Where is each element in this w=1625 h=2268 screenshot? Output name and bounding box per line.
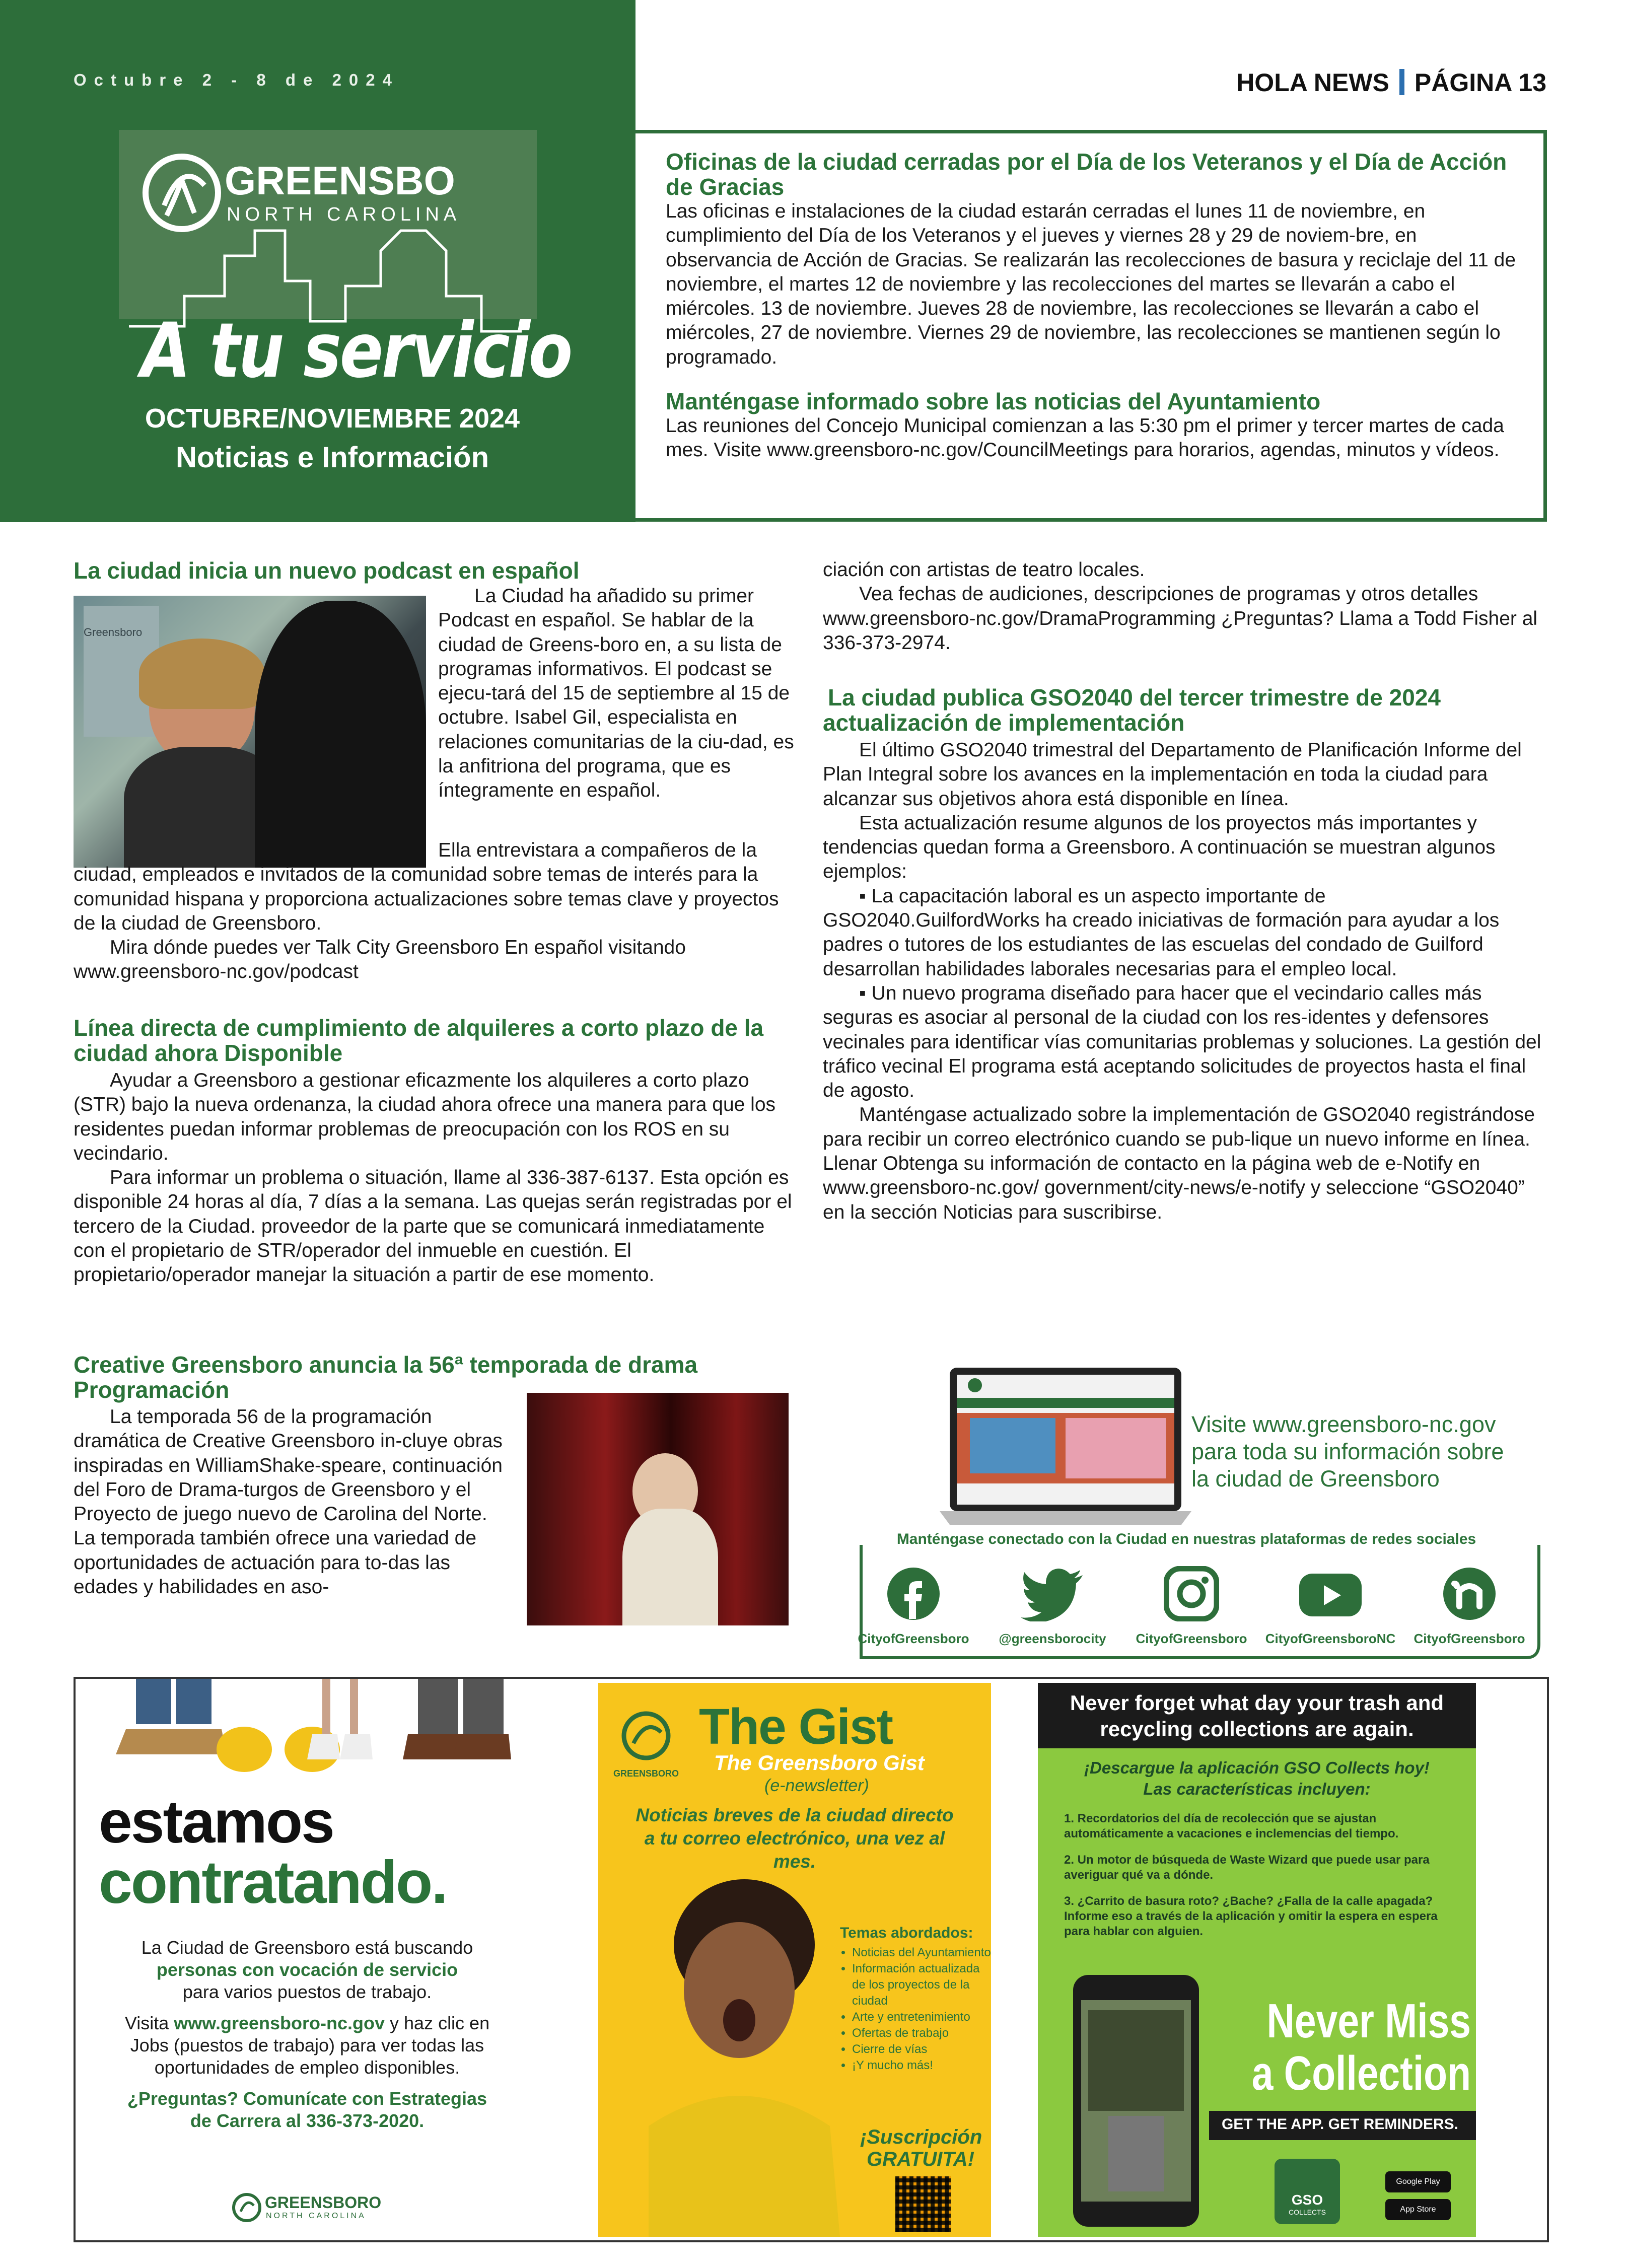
hiring-ad bbox=[76, 1679, 536, 2240]
collects-sub2: Las características incluyen: bbox=[1143, 1780, 1371, 1798]
phone-illustration bbox=[1053, 1965, 1224, 2237]
podcast-photo bbox=[74, 596, 426, 868]
svg-text:NORTH CAROLINA: NORTH CAROLINA bbox=[227, 204, 461, 225]
hiring-text: La Ciudad de Greensboro está buscando personas con vocación de servicio para varios puestos de trabajo. Visita www.greensboro-nc.gov y haz clic en Jobs (puestos de trabajo) para ver todas las oportunidades de empleo disponibles. ¿Preguntas? Comunícate con Estrategias de Carrera al 336-373-2020. bbox=[116, 1937, 499, 2132]
gist-topic-item: • Ofertas de trabajo bbox=[852, 2025, 991, 2041]
page-header bbox=[1236, 68, 1546, 97]
gist-topic-item: • Cierre de vías bbox=[852, 2041, 991, 2058]
svg-text:GREENSBO: GREENSBO bbox=[225, 158, 455, 203]
gist-topic-item: • ¡Y mucho más! bbox=[852, 2058, 991, 2074]
social-facebook[interactable]: CityofGreensboro bbox=[845, 1566, 981, 1647]
facebook-icon bbox=[886, 1566, 941, 1621]
guest-silhouette bbox=[255, 601, 426, 868]
podcast-title: La ciudad inicia un nuevo podcast en español bbox=[74, 557, 580, 584]
podcast-article bbox=[74, 558, 799, 583]
podcast-wrap-text: La Ciudad ha añadido su primer Podcast en español. Se hablar de la ciudad de Greens-boro en, a su lista de programas informativos. El podcast se ejecu-tará del 15 de septiembre al 15 de octubre. Isabel Gil, especialista en relaciones comunitarias de la ciu-dad, es la anfitriona del programa, que es íntegramente en español. bbox=[438, 585, 794, 802]
social-icons-row bbox=[844, 1566, 1539, 1647]
gist-title: The Gist bbox=[699, 1698, 893, 1755]
council-news-title: Manténgase informado sobre las noticias del Ayuntamiento bbox=[666, 388, 1321, 415]
app-store-badge[interactable]: App Store bbox=[1385, 2199, 1451, 2220]
social-caption: Manténgase conectado con la Ciudad en nuestras plataformas de redes sociales bbox=[896, 1531, 1476, 1547]
social-youtube[interactable]: CityofGreensboroNC bbox=[1262, 1566, 1398, 1647]
gist-logo-label: GREENSBORO bbox=[613, 1768, 679, 1779]
announcements-content bbox=[666, 149, 1522, 463]
gist-enews: (e-newsletter) bbox=[764, 1776, 869, 1795]
drama-title: Creative Greensboro anuncia la 56ª temporada de drama Programación bbox=[74, 1352, 698, 1403]
gist-topics: Temas abordados: • Noticias del Ayuntamiento • Información actualizada de los proyectos de la ciudad • Arte y entretenimiento • Ofertas de trabajo • Cierre de vías • ¡Y mucho más! bbox=[840, 1925, 991, 2074]
hiring-logo: GREENSBORO NORTH CAROLINA bbox=[232, 2192, 413, 2228]
issue-date: Octubre 2 - 8 de 2024 bbox=[74, 70, 399, 89]
gso2040-title: La ciudad publica GSO2040 del tercer trimestre de 2024 actualización de implementación bbox=[823, 684, 1441, 736]
collects-header: Never forget what day your trash and recycling collections are again. bbox=[1070, 1691, 1444, 1741]
header-divider bbox=[1399, 69, 1404, 95]
gso-collects-app-icon[interactable]: GSO COLLECTS bbox=[1275, 2159, 1340, 2224]
collects-features: 1. Recordatorios del día de recolección que se ajustan automáticamente a vacaciones e inclemencias del tiempo. 2. Un motor de búsqueda de Waste Wizard que puede usar para averiguar qué va a dónde. 3. ¿Carrito de basura roto? ¿Bache? ¿Falla de la calle apagada? Informe eso a través de la aplicación y omitir la espera en espera para hablar con alguien. bbox=[1064, 1812, 1438, 1938]
hiring-headline-1: estamos bbox=[99, 1788, 333, 1856]
str-para2: Para informar un problema o situación, llame al 336-387-6137. Esta opción es disponible 24 horas al día, 7 días a la semana. Las quejas serán registradas por el tercero de la Ciudad. proveedor de la parte que se comunicará inmediatamente con el propietario de STR/operador del inmueble en cuestión. El propietario/operador manejar la situación a partir de ese momento. bbox=[74, 1167, 792, 1286]
gist-subtitle: The Greensboro Gist bbox=[714, 1751, 925, 1775]
str-title: Línea directa de cumplimiento de alquileres a corto plazo de la ciudad ahora Disponible bbox=[74, 1015, 764, 1066]
photo-sign: Greensboro bbox=[84, 626, 143, 639]
publication-name: HOLA NEWS bbox=[1236, 68, 1389, 97]
social-nextdoor[interactable]: CityofGreensboro bbox=[1401, 1566, 1537, 1647]
excited-woman-illustration bbox=[628, 1874, 840, 2237]
hiring-website-link[interactable]: www.greensboro-nc.gov bbox=[174, 2013, 385, 2033]
visit-website-text: Visite www.greensboro-nc.gov para toda su información sobre la ciudad de Greensboro bbox=[1191, 1411, 1504, 1492]
gist-cta[interactable]: ¡Suscripción GRATUITA! bbox=[860, 2126, 982, 2170]
gso-collects-ad bbox=[1038, 1683, 1476, 2237]
hiring-headline-2: contratando. bbox=[99, 1849, 447, 1916]
workers-feet-illustration bbox=[96, 1679, 524, 1800]
drama-continued: ciación con artistas de teatro locales. Vea fechas de audiciones, descripciones de programas y otros detalles www.greensboro-nc.gov/DramaProgramming ¿Preguntas? Llama a Todd Fisher al 336-373-2974. bbox=[823, 559, 1538, 654]
youtube-icon bbox=[1298, 1566, 1363, 1621]
str-article bbox=[74, 1015, 799, 1288]
social-instagram[interactable]: CityofGreensboro bbox=[1123, 1566, 1259, 1647]
page-number: PÁGINA 13 bbox=[1414, 68, 1546, 97]
drama-text: La temporada 56 de la programación dramática de Creative Greensboro in-cluye obras inspiradas en WilliamShake-speare, continuación del Foro de Drama-turgos de Greensboro y el Proyecto de juego nuevo de Carolina del Norte. La temporada también ofrece una variedad de oportunidades de actuación para to-das las edades y habilidades en aso- bbox=[74, 1406, 503, 1598]
gist-topic-item: • Arte y entretenimiento bbox=[852, 2009, 991, 2025]
twitter-icon bbox=[1020, 1566, 1085, 1621]
gist-tagline: Noticias breves de la ciudad directo a tu correo electrónico, una vez al mes. bbox=[635, 1805, 954, 1872]
council-news-text: Las reuniones del Concejo Municipal comienzan a las 5:30 pm el primer y tercer martes de cada mes. Visite www.greensboro-nc.gov/CouncilMeetings para horarios, agendas, minutos y vídeos. bbox=[666, 415, 1504, 461]
collects-banner: GET THE APP. GET REMINDERS. bbox=[1221, 2116, 1459, 2133]
gist-topic-item: • Información actualizada de los proyectos de la ciudad bbox=[852, 1961, 991, 2009]
gso2040-article: La ciudad publica GSO2040 del tercer trimestre de 2024 actualización de implementación El último GSO2040 trimestral del Departamento de Planificación Informe del Plan Integral sobre los avances en la implementación en toda la ciudad para alcanzar sus objetivos ahora está disponible en línea. Esta actualización resume algunos de los proyectos más importantes y tendencias quedan forma a Greensboro. A continuación se muestran algunos ejemplos: ▪ La capacitación laboral es un aspecto importante de GSO2040.GuilfordWorks ha creado iniciativas de formación para ayudar a los padres o tutores de los estudiantes de las escuelas del condado de Guilford desarrollan habilidades laborales necesarias para el empleo local. ▪ Un nuevo programa diseñado para hacer que el vecindario calles más seguras es asociar al personal de la ciudad con los res-identes y defensores vecinales para identificar vías comunitarias problemas y soluciones. La gestión del tráfico vecinal El programa está aceptando solicitudes de proyectos hasta el final de agosto. Manténgase actualizado sobre la implementación de GSO2040 registrándose para recibir un correo electrónico cuando se pub-lique un nuevo informe en línea. Llenar Obtenga su información de contacto en la página web de e-Notify en www.greensboro-nc.gov/ government/city-news/e-notify y seleccione “GSO2040” en la sección Noticias para suscribirse. bbox=[823, 685, 1548, 1225]
veterans-holiday-text: Las oficinas e instalaciones de la ciudad estarán cerradas el lunes 11 de noviembre, en cumplimiento del Día de los Veteranos y el jueves y viernes 28 y 29 de noviem-bre, en observancia de Acción de Gracias. Se realizarán las recolecciones de basura y reciclaje del 11 de noviembre, el martes 12 de noviembre y las recolecciones del martes se llevarán a cabo el miércoles. 13 de noviembre. Jueves 28 de noviembre, las recolecciones se llevarán a cabo el miércoles, 27 de noviembre. Viernes 29 de noviembre, las recolecciones se mantienen según lo programado. bbox=[666, 200, 1516, 368]
collects-sub1: ¡Descargue la aplicación GSO Collects hoy! bbox=[1084, 1758, 1430, 1777]
social-twitter[interactable]: @greensborocity bbox=[984, 1566, 1120, 1647]
instagram-icon bbox=[1164, 1566, 1219, 1621]
qr-code[interactable] bbox=[895, 2176, 951, 2232]
laptop-illustration bbox=[940, 1368, 1191, 1528]
collects-big-text: Never Miss a Collection bbox=[1251, 1994, 1471, 2100]
masthead-month: OCTUBRE/NOVIEMBRE 2024 bbox=[145, 403, 520, 434]
str-para1: Ayudar a Greensboro a gestionar eficazmente los alquileres a corto plazo (STR) bajo la nueva ordenanza, la ciudad ahora ofrece una manera para que los residentes puedan informar problemas de preocupación con los ROS en su vecindario. bbox=[74, 1070, 776, 1164]
greensboro-logo-icon bbox=[232, 2192, 262, 2223]
veterans-holiday-title: Oficinas de la ciudad cerradas por el Día de los Veteranos y el Día de Acción de Gracias bbox=[666, 149, 1507, 200]
masthead-subtitle: Noticias e Información bbox=[175, 441, 489, 474]
gist-topic-item: • Noticias del Ayuntamiento bbox=[852, 1945, 991, 1961]
gist-topics-list bbox=[840, 1945, 991, 2074]
podcast-body: Ella entrevistara a compañeros de la ciudad, empleados e invitados de la comunidad sobre temas de interés para la comunidad hispana y proporciona actualizaciones sobre temas clave y proyectos de la ciudad de Greensboro. Mira dónde puedes ver Talk City Greensboro En español visitando www.greensboro-nc.gov/podcast bbox=[74, 839, 779, 983]
drama-photo bbox=[527, 1393, 789, 1625]
google-play-badge[interactable]: Google Play bbox=[1385, 2171, 1451, 2192]
masthead-title: A tu servicio bbox=[141, 307, 571, 395]
hiring-question: ¿Preguntas? Comunícate con Estrategias de Carrera al 336-373-2020. bbox=[127, 2088, 487, 2131]
gist-ad bbox=[598, 1683, 991, 2237]
greensboro-logo-icon bbox=[618, 1708, 674, 1763]
nextdoor-icon bbox=[1442, 1566, 1497, 1621]
